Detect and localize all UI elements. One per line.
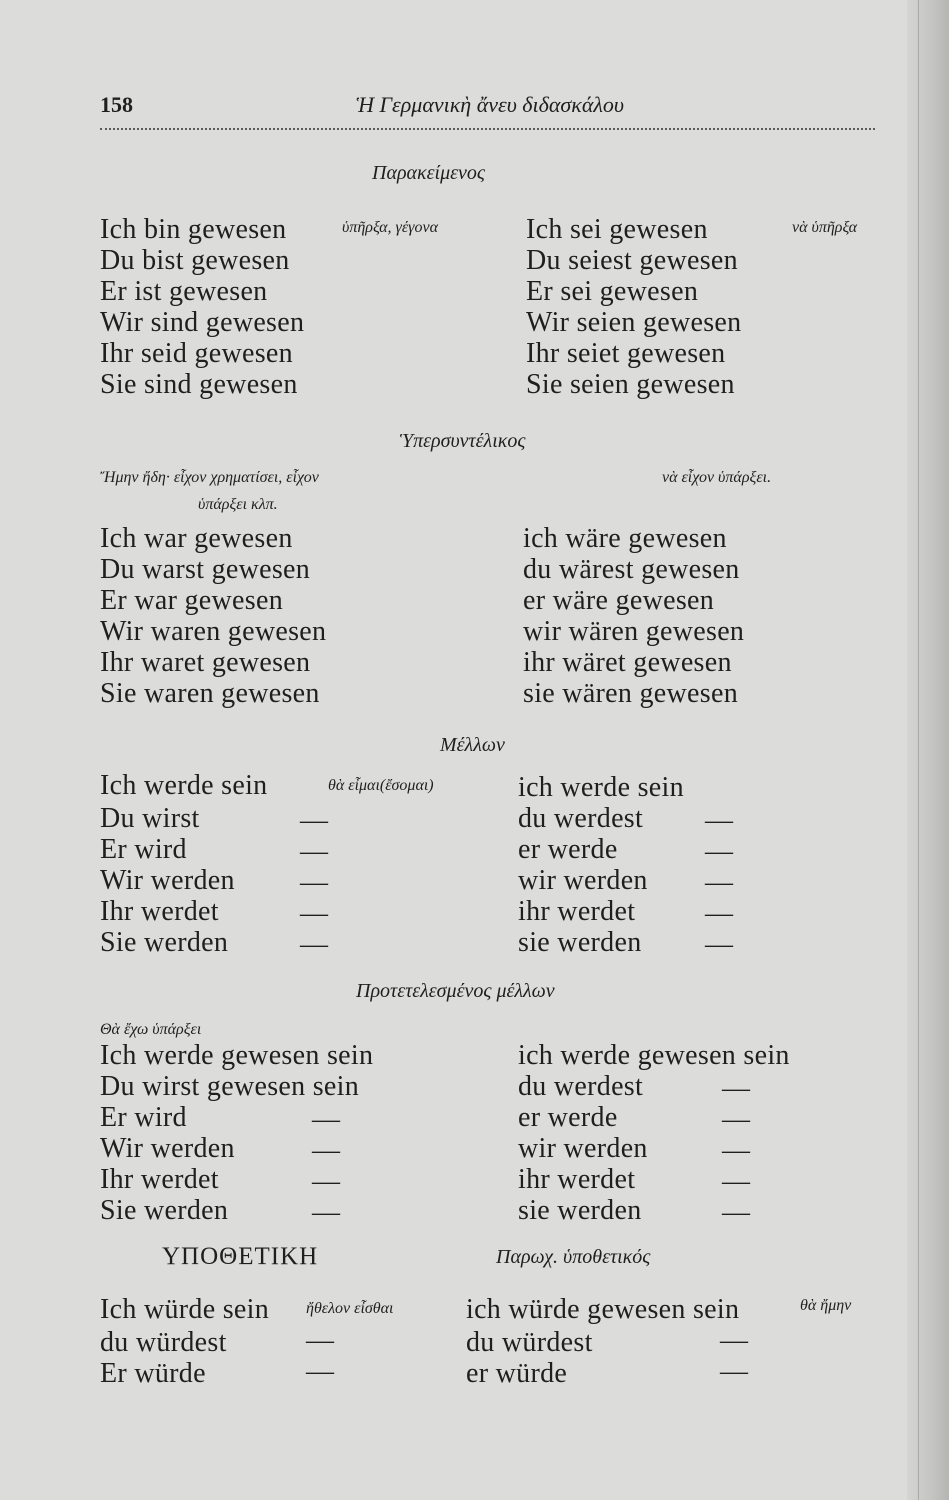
conjugation-line: ich werde gewesen sein <box>518 1040 790 1071</box>
conjugation-line: Sie werden <box>100 927 229 958</box>
ditto-dash: — <box>300 836 329 867</box>
ditto-dash: — <box>722 1104 751 1135</box>
ditto-dash: — <box>312 1166 341 1197</box>
conjugation-line: ich werde sein <box>518 772 684 803</box>
section-heading-hypersyntelikos: Ὑπερσυντέλικος <box>400 430 526 452</box>
conjugation-line: Sie waren gewesen <box>100 678 320 709</box>
conjugation-line: Wir waren gewesen <box>100 616 327 647</box>
conjugation-line: Sie sind gewesen <box>100 369 298 400</box>
greek-gloss: νὰ εἶχον ὑπάρξει. <box>662 469 772 486</box>
ditto-dash: — <box>722 1197 751 1228</box>
greek-gloss: ὑπῆρξα, γέγονα <box>342 219 438 236</box>
conjugation-line: Wir seien gewesen <box>526 307 742 338</box>
conjugation-line: Ihr seid gewesen <box>100 338 293 369</box>
conjugation-line: Wir werden <box>100 865 235 896</box>
conjugation-line: wir wären gewesen <box>523 616 745 647</box>
ditto-dash: — <box>722 1135 751 1166</box>
ditto-dash: — <box>720 1356 749 1387</box>
conjugation-line: du würdest <box>466 1327 593 1358</box>
conjugation-line: Ihr werdet <box>100 1164 219 1195</box>
ditto-dash: — <box>306 1325 335 1356</box>
conjugation-line: Er war gewesen <box>100 585 284 616</box>
conjugation-line: du würdest <box>100 1327 227 1358</box>
header-rule <box>100 128 875 130</box>
ditto-dash: — <box>312 1135 341 1166</box>
parakeimenos-left-column <box>100 214 304 400</box>
conjugation-line: sie wären gewesen <box>523 678 739 709</box>
conjugation-line: Er wird <box>100 834 187 865</box>
section-heading-protetelesmenos: Προτετελεσμένος μέλλων <box>356 980 555 1002</box>
gutter-line <box>918 0 919 1500</box>
conjugation-line: Ich war gewesen <box>100 523 293 554</box>
mellon-left-column <box>100 803 235 958</box>
conjugation-line: Er wird <box>100 1102 187 1133</box>
ditto-dash: — <box>722 1073 751 1104</box>
ditto-dash: — <box>705 898 734 929</box>
running-title: Ἡ Γερμανικὴ ἄνευ διδασκάλου <box>356 92 624 117</box>
parakeimenos-right-column <box>526 214 741 400</box>
conjugation-line: Sie werden <box>100 1195 229 1226</box>
ditto-dash: — <box>705 929 734 960</box>
section-heading-parakeimenos: Παρακείμενος <box>372 162 485 184</box>
conjugation-line: sie werden <box>518 1195 642 1226</box>
page-header <box>100 92 875 126</box>
hypersyntelikos-right-column <box>523 523 744 709</box>
ditto-dash: — <box>705 805 734 836</box>
ditto-dash: — <box>300 929 329 960</box>
conjugation-line: Er ist gewesen <box>100 276 268 307</box>
conjugation-line: du werdest <box>518 1071 644 1102</box>
conjugation-line: du werdest <box>518 803 644 834</box>
hypersyntelikos-left-column <box>100 523 326 709</box>
ditto-dash: — <box>306 1356 335 1387</box>
conjugation-line: ihr werdet <box>518 1164 636 1195</box>
ditto-dash: — <box>300 805 329 836</box>
conjugation-line: Du wirst <box>100 803 200 834</box>
section-heading-paroch-hypothetikos: Παρωχ. ὑποθετικός <box>496 1246 651 1268</box>
conjugation-line: Er würde <box>100 1358 206 1389</box>
conjugation-line: Ich bin gewesen <box>100 214 287 245</box>
ditto-dash: — <box>705 867 734 898</box>
conjugation-line: Ich würde sein <box>100 1294 270 1325</box>
conjugation-line: Wir werden <box>100 1133 235 1164</box>
conjugation-line: Du wirst gewesen sein <box>100 1071 360 1102</box>
conjugation-line: er werde <box>518 1102 618 1133</box>
ditto-dash: — <box>312 1104 341 1135</box>
greek-gloss: ὑπάρξει κλπ. <box>198 496 278 513</box>
conjugation-line: Du bist gewesen <box>100 245 290 276</box>
conjugation-line: Du warst gewesen <box>100 554 311 585</box>
section-heading-hypothetiki: ΥΠΟΘΕΤΙΚΗ <box>162 1243 319 1270</box>
ditto-dash: — <box>300 867 329 898</box>
conjugation-line: ich wäre gewesen <box>523 523 727 554</box>
conjugation-line: Ihr waret gewesen <box>100 647 311 678</box>
conjugation-line: er werde <box>518 834 618 865</box>
conjugation-line: Ich sei gewesen <box>526 214 708 245</box>
conjugation-line: ich würde gewesen sein <box>466 1294 740 1325</box>
greek-gloss: Ἤμην ἤδη· εἶχον χρηματίσει, εἶχον <box>100 469 319 486</box>
conjugation-line: ihr werdet <box>518 896 636 927</box>
conjugation-line: wir werden <box>518 1133 648 1164</box>
mellon-right-column <box>518 772 684 958</box>
greek-gloss: ἤθελον εἶσθαι <box>306 1300 394 1317</box>
section-heading-mellon: Μέλλων <box>440 734 505 756</box>
conjugation-line: Ich werde gewesen sein <box>100 1040 374 1071</box>
greek-gloss: νὰ ὑπῆρξα <box>792 219 858 236</box>
ditto-dash: — <box>722 1166 751 1197</box>
ditto-dash: — <box>312 1197 341 1228</box>
greek-gloss: Θὰ ἔχω ὑπάρξει <box>100 1021 202 1038</box>
page-gutter <box>907 0 949 1500</box>
conjugation-line: er wäre gewesen <box>523 585 715 616</box>
conjugation-line: sie werden <box>518 927 642 958</box>
conjugation-line: wir werden <box>518 865 648 896</box>
ditto-dash: — <box>705 836 734 867</box>
hypothetiki-left-column <box>100 1327 227 1389</box>
conjugation-line: Er sei gewesen <box>526 276 699 307</box>
greek-gloss: θὰ ἤμην <box>800 1297 852 1314</box>
conjugation-line: Wir sind gewesen <box>100 307 305 338</box>
conjugation-line: du wärest gewesen <box>523 554 740 585</box>
ditto-dash: — <box>720 1325 749 1356</box>
ditto-dash: — <box>300 898 329 929</box>
conjugation-line: Du seiest gewesen <box>526 245 738 276</box>
conjugation-line: ihr wäret gewesen <box>523 647 732 678</box>
conjugation-line: Ihr werdet <box>100 896 219 927</box>
greek-gloss: θὰ εἶμαι(ἔσομαι) <box>328 777 434 794</box>
hypothetiki-right-column <box>466 1327 593 1389</box>
conjugation-line: Sie seien gewesen <box>526 369 735 400</box>
conjugation-line: er würde <box>466 1358 568 1389</box>
page-number: 158 <box>100 92 133 117</box>
conjugation-line: Ihr seiet gewesen <box>526 338 726 369</box>
conjugation-line: Ich werde sein <box>100 770 268 801</box>
